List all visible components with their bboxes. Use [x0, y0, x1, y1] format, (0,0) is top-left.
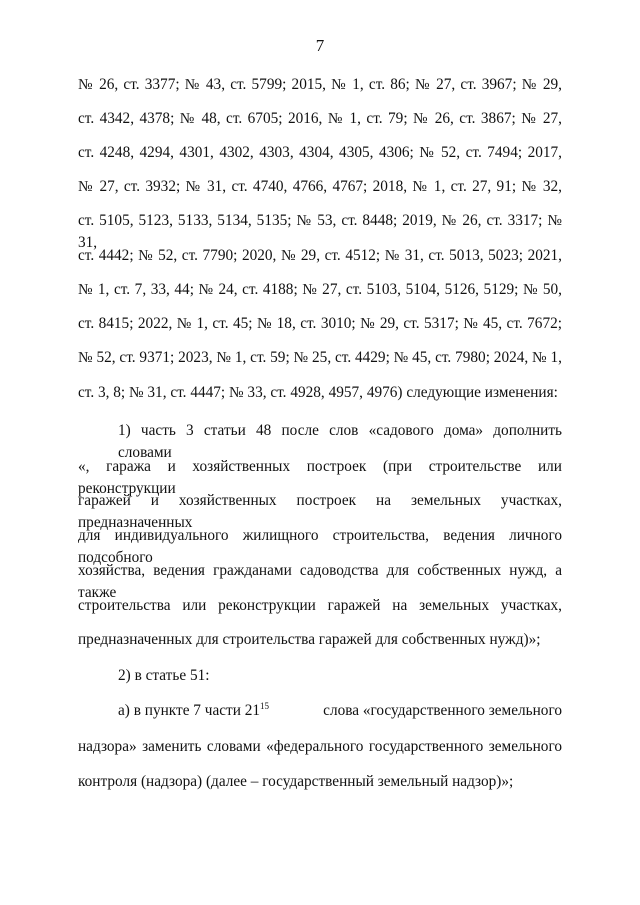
page-number: 7 [315, 36, 325, 55]
paragraph-line: для индивидуального жилищного строительства, ведения личного подсобного [78, 527, 562, 566]
text-line: ст. 5105, 5123, 5133, 5134, 5135; № 53, ст. 8448; 2019, № 26, ст. 3317; № 31, [78, 212, 562, 251]
text-line: № 1, ст. 7, 33, 44; № 24, ст. 4188; № 27, ст. 5103, 5104, 5126, 5129; № 50, [78, 281, 562, 298]
paragraph-line: надзора» заменить словами «федерального государственного земельного [78, 738, 562, 755]
paragraph-line: контроля (надзора) (далее – государственный земельный надзор)»; [78, 773, 514, 790]
clause-end: слова «государственного земельного [323, 702, 562, 719]
text-line: ст. 8415; 2022, № 1, ст. 45; № 18, ст. 3010; № 29, ст. 5317; № 45, ст. 7672; [78, 315, 562, 332]
text-line: ст. 4442; № 52, ст. 7790; 2020, № 29, ст. 4512; № 31, ст. 5013, 5023; 2021, [78, 247, 562, 264]
paragraph-line: гаражей и хозяйственных построек на земельных участках, предназначенных [78, 492, 562, 531]
text-line: № 52, ст. 9371; 2023, № 1, ст. 59; № 25, ст. 4429; № 45, ст. 7980; 2024, № 1, [78, 349, 562, 366]
text-line: ст. 4342, 4378; № 48, ст. 6705; 2016, № 1, ст. 79; № 26, ст. 3867; № 27, [78, 110, 562, 127]
text-line: ст. 3, 8; № 31, ст. 4447; № 33, ст. 4928, 4957, 4976) следующие изменения: [78, 384, 558, 401]
clause-start: а) в пункте 7 части $21^{15}$ [118, 701, 270, 719]
text-line: № 26, ст. 3377; № 43, ст. 5799; 2015, № 1, ст. 86; № 27, ст. 3967; № 29, [78, 76, 562, 93]
superscript: 15 [260, 701, 270, 711]
paragraph-line: строительства или реконструкции гаражей на земельных участках, [78, 597, 562, 614]
paragraph-line: хозяйства, ведения гражданами садоводства для собственных нужд, а также [78, 562, 562, 601]
paragraph-line [118, 700, 562, 722]
paragraph-line: 1) часть 3 статьи 48 после слов «садового дома» дополнить словами [118, 422, 562, 461]
paragraph-line: 2) в статье 51: [118, 667, 210, 684]
text-line: ст. 4248, 4294, 4301, 4302, 4303, 4304, 4305, 4306; № 52, ст. 7494; 2017, [78, 144, 562, 161]
text-line: № 27, ст. 3932; № 31, ст. 4740, 4766, 4767; 2018, № 1, ст. 27, 91; № 32, [78, 178, 562, 195]
paragraph-line: предназначенных для строительства гаражей для собственных нужд)»; [78, 631, 541, 648]
paragraph-line: «, гаража и хозяйственных построек (при строительстве или реконструкции [78, 458, 562, 497]
